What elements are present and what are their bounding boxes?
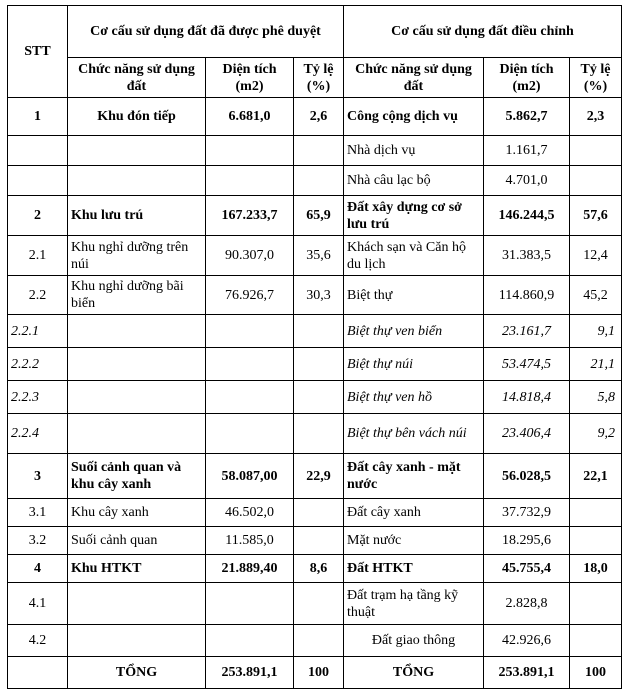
adjusted-ratio: 18,0 — [570, 555, 622, 583]
table-row — [8, 348, 622, 381]
approved-area: 90.307,0 — [206, 236, 294, 276]
stt-cell — [8, 166, 68, 196]
adjusted-total-area: 253.891,1 — [484, 657, 570, 689]
approved-area — [206, 583, 294, 625]
approved-area — [206, 414, 294, 454]
stt-cell — [8, 136, 68, 166]
approved-area: 58.087,00 — [206, 454, 294, 499]
adjusted-ratio: 9,2 — [570, 414, 622, 454]
approved-area — [206, 348, 294, 381]
approved-ratio — [294, 315, 344, 348]
adjusted-name: Mặt nước — [344, 527, 484, 555]
adjusted-name: Đất giao thông — [344, 625, 484, 657]
approved-name: Khu đón tiếp — [68, 98, 206, 136]
adjusted-name: Nhà câu lạc bộ — [344, 166, 484, 196]
adjusted-area: 4.701,0 — [484, 166, 570, 196]
adjusted-area: 53.474,5 — [484, 348, 570, 381]
stt-cell: 4.1 — [8, 583, 68, 625]
total-row — [8, 657, 622, 689]
header-func-adjusted: Chức năng sử dụng đất — [344, 58, 484, 98]
adjusted-area: 31.383,5 — [484, 236, 570, 276]
table-row — [8, 166, 622, 196]
approved-ratio: 8,6 — [294, 555, 344, 583]
adjusted-area: 5.862,7 — [484, 98, 570, 136]
table-row — [8, 136, 622, 166]
approved-ratio — [294, 583, 344, 625]
adjusted-area: 114.860,9 — [484, 276, 570, 315]
adjusted-name: Đất cây xanh - mặt nước — [344, 454, 484, 499]
adjusted-area: 1.161,7 — [484, 136, 570, 166]
adjusted-name: Khách sạn và Căn hộ du lịch — [344, 236, 484, 276]
adjusted-area: 56.028,5 — [484, 454, 570, 499]
table-row — [8, 236, 622, 276]
stt-cell: 4 — [8, 555, 68, 583]
adjusted-ratio — [570, 136, 622, 166]
adjusted-ratio: 21,1 — [570, 348, 622, 381]
adjusted-name: Biệt thự ven hồ — [344, 381, 484, 414]
approved-area — [206, 315, 294, 348]
adjusted-name: Đất xây dựng cơ sở lưu trú — [344, 196, 484, 236]
table-row — [8, 315, 622, 348]
approved-name — [68, 348, 206, 381]
approved-total-area: 253.891,1 — [206, 657, 294, 689]
stt-cell: 4.2 — [8, 625, 68, 657]
adjusted-total-ratio: 100 — [570, 657, 622, 689]
stt-cell: 2.2.1 — [8, 315, 68, 348]
approved-ratio: 35,6 — [294, 236, 344, 276]
stt-cell: 2.1 — [8, 236, 68, 276]
adjusted-name: Đất cây xanh — [344, 499, 484, 527]
adjusted-ratio: 9,1 — [570, 315, 622, 348]
adjusted-area: 42.926,6 — [484, 625, 570, 657]
header-area-approved: Diện tích (m2) — [206, 58, 294, 98]
approved-area: 76.926,7 — [206, 276, 294, 315]
table-row — [8, 527, 622, 555]
approved-ratio: 2,6 — [294, 98, 344, 136]
approved-name: Khu nghỉ dưỡng trên núi — [68, 236, 206, 276]
stt-cell: 3 — [8, 454, 68, 499]
approved-ratio: 65,9 — [294, 196, 344, 236]
adjusted-area: 2.828,8 — [484, 583, 570, 625]
adjusted-name: Nhà dịch vụ — [344, 136, 484, 166]
approved-ratio — [294, 625, 344, 657]
table-row — [8, 555, 622, 583]
land-use-table — [7, 5, 622, 689]
adjusted-ratio: 5,8 — [570, 381, 622, 414]
table-row — [8, 499, 622, 527]
approved-ratio — [294, 136, 344, 166]
approved-area — [206, 166, 294, 196]
adjusted-ratio — [570, 527, 622, 555]
approved-name: Khu lưu trú — [68, 196, 206, 236]
header-ratio-adjusted: Tỷ lệ (%) — [570, 58, 622, 98]
adjusted-name: Biệt thự bên vách núi — [344, 414, 484, 454]
approved-name: Khu nghỉ dưỡng bãi biển — [68, 276, 206, 315]
approved-name: Suối cảnh quan và khu cây xanh — [68, 454, 206, 499]
stt-cell: 1 — [8, 98, 68, 136]
adjusted-ratio — [570, 499, 622, 527]
approved-total-ratio: 100 — [294, 657, 344, 689]
approved-name — [68, 136, 206, 166]
approved-ratio: 22,9 — [294, 454, 344, 499]
approved-total-label: TỔNG — [68, 657, 206, 689]
approved-ratio — [294, 414, 344, 454]
adjusted-ratio — [570, 583, 622, 625]
table-row — [8, 625, 622, 657]
adjusted-ratio — [570, 166, 622, 196]
approved-ratio — [294, 348, 344, 381]
header-adjusted: Cơ cấu sử dụng đất điều chỉnh — [344, 6, 622, 58]
approved-ratio — [294, 381, 344, 414]
table-row — [8, 276, 622, 315]
header-ratio-approved: Tỷ lệ (%) — [294, 58, 344, 98]
stt-cell: 2.2 — [8, 276, 68, 315]
adjusted-area: 18.295,6 — [484, 527, 570, 555]
approved-area — [206, 625, 294, 657]
adjusted-area: 14.818,4 — [484, 381, 570, 414]
stt-cell — [8, 657, 68, 689]
approved-ratio: 30,3 — [294, 276, 344, 315]
adjusted-area: 45.755,4 — [484, 555, 570, 583]
adjusted-ratio: 57,6 — [570, 196, 622, 236]
approved-name — [68, 625, 206, 657]
approved-area: 167.233,7 — [206, 196, 294, 236]
approved-area: 6.681,0 — [206, 98, 294, 136]
adjusted-ratio: 2,3 — [570, 98, 622, 136]
approved-name — [68, 166, 206, 196]
adjusted-area: 37.732,9 — [484, 499, 570, 527]
adjusted-ratio: 45,2 — [570, 276, 622, 315]
stt-cell: 3.2 — [8, 527, 68, 555]
approved-name: Khu HTKT — [68, 555, 206, 583]
adjusted-area: 146.244,5 — [484, 196, 570, 236]
approved-name: Suối cảnh quan — [68, 527, 206, 555]
stt-cell: 2 — [8, 196, 68, 236]
stt-cell: 2.2.4 — [8, 414, 68, 454]
approved-ratio — [294, 166, 344, 196]
adjusted-area: 23.161,7 — [484, 315, 570, 348]
stt-cell: 3.1 — [8, 499, 68, 527]
table-row — [8, 583, 622, 625]
adjusted-name: Đất trạm hạ tầng kỹ thuật — [344, 583, 484, 625]
adjusted-ratio: 22,1 — [570, 454, 622, 499]
header-approved: Cơ cấu sử dụng đất đã được phê duyệt — [68, 6, 344, 58]
approved-area: 11.585,0 — [206, 527, 294, 555]
table-row — [8, 381, 622, 414]
stt-cell: 2.2.2 — [8, 348, 68, 381]
approved-name — [68, 583, 206, 625]
table-row — [8, 454, 622, 499]
adjusted-name: Đất HTKT — [344, 555, 484, 583]
adjusted-ratio: 12,4 — [570, 236, 622, 276]
adjusted-name: Biệt thự ven biển — [344, 315, 484, 348]
approved-area: 21.889,40 — [206, 555, 294, 583]
approved-ratio — [294, 499, 344, 527]
approved-area — [206, 381, 294, 414]
header-area-adjusted: Diện tích (m2) — [484, 58, 570, 98]
approved-name — [68, 315, 206, 348]
header-func-approved: Chức năng sử dụng đất — [68, 58, 206, 98]
header-stt: STT — [8, 6, 68, 98]
table-row — [8, 98, 622, 136]
stt-cell: 2.2.3 — [8, 381, 68, 414]
approved-area: 46.502,0 — [206, 499, 294, 527]
approved-name — [68, 414, 206, 454]
adjusted-area: 23.406,4 — [484, 414, 570, 454]
approved-ratio — [294, 527, 344, 555]
approved-area — [206, 136, 294, 166]
adjusted-ratio — [570, 625, 622, 657]
adjusted-name: Công cộng dịch vụ — [344, 98, 484, 136]
adjusted-name: Biệt thự — [344, 276, 484, 315]
approved-name: Khu cây xanh — [68, 499, 206, 527]
table-row — [8, 196, 622, 236]
adjusted-total-label: TỔNG — [344, 657, 484, 689]
table-row — [8, 414, 622, 454]
approved-name — [68, 381, 206, 414]
adjusted-name: Biệt thự núi — [344, 348, 484, 381]
